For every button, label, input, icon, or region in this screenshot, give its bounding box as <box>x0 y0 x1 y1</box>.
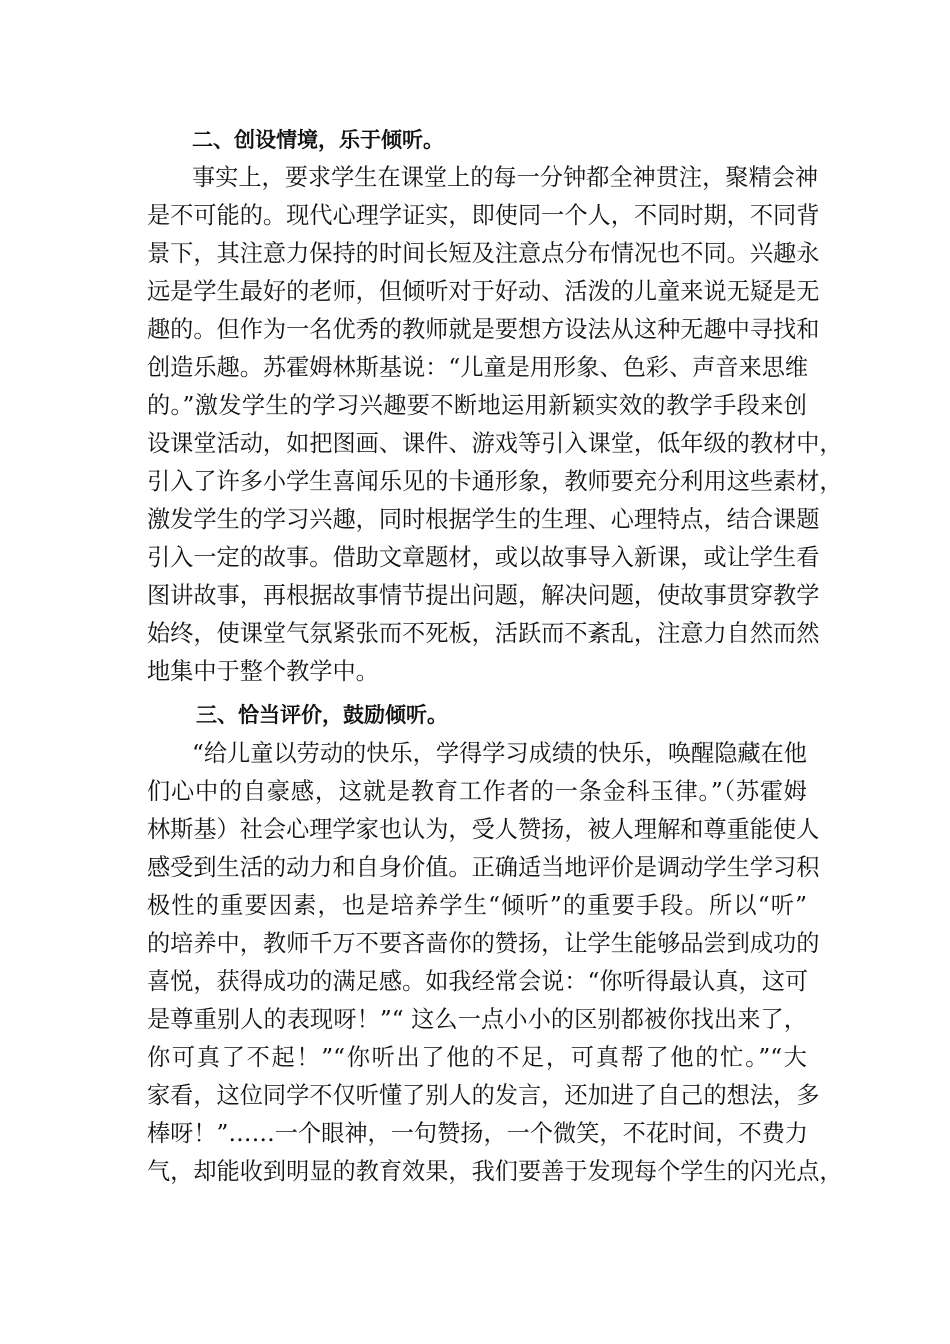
paragraph-line: 引入一定的故事。借助文章题材，或以故事导入新课，或让学生看 <box>147 544 820 571</box>
section-2-heading: 二、创设情境，乐于倾听。 <box>192 128 444 152</box>
paragraph-line: 林斯基）社会心理学家也认为，受人赞扬，被人理解和尊重能使人 <box>147 816 820 843</box>
paragraph-line: 激发学生的学习兴趣，同时根据学生的生理、心理特点，结合课题 <box>147 506 820 533</box>
paragraph-line: 棒呀！”……一个眼神，一句赞扬，一个微笑，不花时间，不费力 <box>147 1120 809 1147</box>
paragraph-line: 引入了许多小学生喜闻乐见的卡通形象，教师要充分利用这些素材， <box>147 468 843 495</box>
paragraph-line: 是尊重别人的表现呀！”“ 这么一点小小的区别都被你找出来了， <box>147 1006 807 1033</box>
paragraph-line: 们心中的自豪感，这就是教育工作者的一条金科玉律。”（苏霍姆 <box>147 778 807 805</box>
paragraph-line: 创造乐趣。苏霍姆林斯基说：“儿童是用形象、色彩、声音来思维 <box>147 354 809 381</box>
paragraph-line: 你可真了不起！”“你听出了他的不足，可真帮了他的忙。”“大 <box>147 1044 807 1071</box>
paragraph-line: 事实上，要求学生在课堂上的每一分钟都全神贯注，聚精会神 <box>192 164 819 191</box>
paragraph-line: 始终，使课堂气氛紧张而不死板，活跃而不紊乱，注意力自然而然 <box>147 620 820 647</box>
paragraph-line: 远是学生最好的老师，但倾听对于好动、活泼的儿童来说无疑是无 <box>147 278 820 305</box>
paragraph-line: “给儿童以劳动的快乐，学得学习成绩的快乐，唤醒隐藏在他 <box>192 740 807 767</box>
section-3-heading: 三、恰当评价，鼓励倾听。 <box>196 703 448 727</box>
paragraph-line: 图讲故事，再根据故事情节提出问题，解决问题，使故事贯穿教学 <box>147 582 820 609</box>
paragraph-line: 的培养中，教师千万不要吝啬你的赞扬，让学生能够品尝到成功的 <box>147 930 820 957</box>
paragraph-line: 设课堂活动，如把图画、课件、游戏等引入课堂，低年级的教材中， <box>147 430 843 457</box>
paragraph-line: 家看，这位同学不仅听懂了别人的发言，还加进了自己的想法，多 <box>147 1082 820 1109</box>
paragraph-line: 喜悦，获得成功的满足感。如我经常会说：“你听得最认真，这可 <box>147 968 809 995</box>
paragraph-line: 的。”激发学生的学习兴趣要不断地运用新颖实效的教学手段来创 <box>147 392 807 419</box>
paragraph-line: 极性的重要因素，也是培养学生“倾听”的重要手段。所以“听” <box>147 892 807 919</box>
paragraph-line: 景下，其注意力保持的时间长短及注意点分布情况也不同。兴趣永 <box>147 240 820 267</box>
paragraph-line: 感受到生活的动力和自身价值。正确适当地评价是调动学生学习积 <box>147 854 820 881</box>
paragraph-line: 地集中于整个教学中。 <box>147 658 379 685</box>
paragraph-line: 气，却能收到明显的教育效果，我们要善于发现每个学生的闪光点， <box>147 1158 843 1185</box>
paragraph-line: 是不可能的。现代心理学证实，即使同一个人，不同时期，不同背 <box>147 202 820 229</box>
paragraph-line: 趣的。但作为一名优秀的教师就是要想方设法从这种无趣中寻找和 <box>147 316 820 343</box>
